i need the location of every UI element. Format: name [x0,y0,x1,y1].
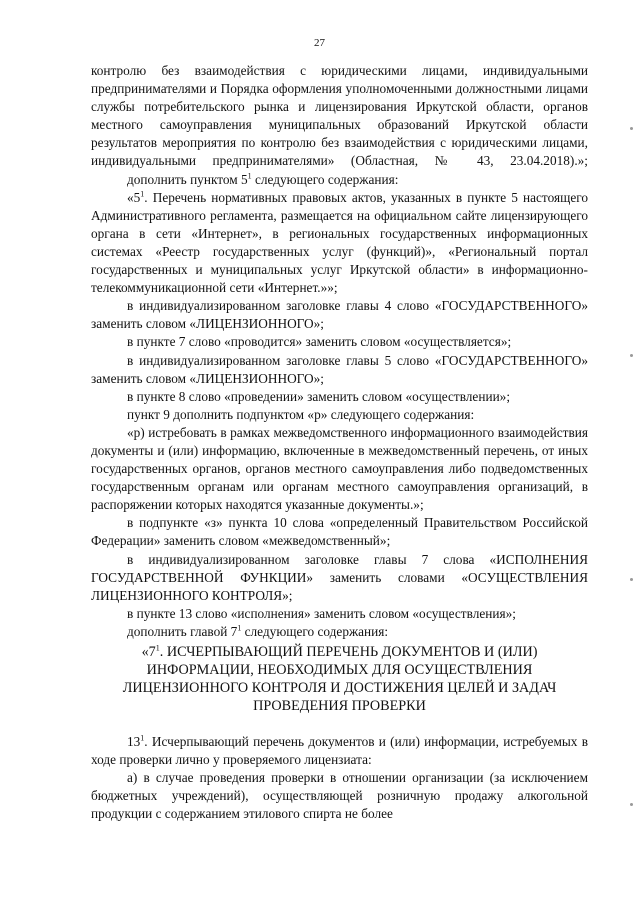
paragraph-subitem-r: «р) истребовать в рамках межведомственного информационного взаимодействия документы и (или) информацию, включенные в межведомственный перечень, от иных государственных органов, органов местного самоуправления либо подведомственных государственным органам или органам местного самоуправления организаций, в распоряжении которых находятся указанные документы.»; [91,424,588,513]
paragraph-subitem-a: а) в случае проведения проверки в отношении организации (за исключением бюджетных учреждений), осуществляющей розничную продажу алкогольной продукции с содержанием этилового спирта не более [91,770,588,822]
text-run: «5 [127,189,141,205]
text-run: следующего содержания: [251,171,399,187]
text-run: . Перечень нормативных правовых актов, указанных в пункте 5 настоящего Административного регламента, размещается на официальном сайте лицензирующего органа в сети «Интернет», в региональных государственных информационных системах «Реестр государственных услуг (функций)», «Региональный портал государственных и муниципальных услуг Иркутской области» в информационно-телекоммуникационной сети «Интернет.»»; [91,189,588,296]
paragraph-chapter-4-title: в индивидуализированном заголовке главы 4 слово «ГОСУДАРСТВЕННОГО» заменить словом «ЛИЦЕНЗИОННОГО»; [91,298,588,332]
superscript: 1 [140,733,145,743]
paragraph-item-5-1-text [91,189,588,298]
superscript: 1 [155,643,160,653]
superscript: 1 [140,189,145,199]
text-run: следующего содержания: [241,623,389,639]
text-run: . ИСЧЕРПЫВАЮЩИЙ ПЕРЕЧЕНЬ ДОКУМЕНТОВ И (ИЛИ) ИНФОРМАЦИИ, НЕОБХОДИМЫХ ДЛЯ ОСУЩЕСТВЛЕНИЯ ЛИЦЕНЗИОННОГО КОНТРОЛЯ И ДОСТИЖЕНИЯ ЦЕЛЕЙ И ЗАДАЧ ПРОВЕДЕНИЯ ПРОВЕРКИ [122,644,557,714]
paragraph-add-item-5-1 [91,171,588,189]
paragraph-item-10: в подпункте «з» пункта 10 слова «определенный Правительством Российской Федерации» заменить словом «межведомственный»; [91,515,588,549]
paragraph-chapter-7-title: в индивидуализированном заголовке главы 7 слова «ИСПОЛНЕНИЯ ГОСУДАРСТВЕННОЙ ФУНКЦИИ» заменить словами «ОСУЩЕСТВЛЕНИЯ ЛИЦЕНЗИОННОГО КОНТРОЛЯ»; [91,551,588,603]
superscript: 1 [247,171,252,181]
paragraph-chapter-5-title: в индивидуализированном заголовке главы 5 слово «ГОСУДАРСТВЕННОГО» заменить словом «ЛИЦЕНЗИОННОГО»; [91,352,588,386]
chapter-7-1-heading [91,643,588,715]
scan-mark [630,354,633,357]
superscript: 1 [237,623,242,633]
paragraph-item-13: в пункте 13 слово «исполнения» заменить словом «осуществления»; [127,605,516,621]
scan-mark [630,127,633,130]
paragraph-add-chapter-7-1 [91,623,588,641]
paragraph-control-order: контролю без взаимодействия с юридическими лицами, индивидуальными предпринимателями и Порядка оформления уполномоченными должностными лицами службы потребительского рынка и лицензирования Иркутской области, органов местного самоуправления муниципальных образований Иркутской области результатов мероприятия по контролю без взаимодействия с юридическими лицами, индивидуальными предпринимателями» (Областная, № 43, 23.04.2018).»; [91,63,588,169]
text-run: . Исчерпывающий перечень документов и (или) информации, истребуемых в ходе проверки лично у проверяемого лицензиата: [91,734,588,768]
page-number: 27 [314,37,325,49]
text-run: 13 [127,734,141,749]
text-run: дополнить пунктом 5 [127,171,248,187]
paragraph-item-13-1 [91,733,588,769]
scan-mark [630,803,633,806]
text-run: дополнить главой 7 [127,623,238,639]
scan-mark [630,578,633,581]
paragraph-item-9: пункт 9 дополнить подпунктом «р» следующего содержания: [127,406,475,422]
paragraph-item-7: в пункте 7 слово «проводится» заменить словом «осуществляется»; [127,334,512,350]
text-run: «7 [141,644,156,660]
paragraph-item-8: в пункте 8 слово «проведении» заменить словом «осуществлении»; [127,388,511,404]
document-body [91,62,588,823]
